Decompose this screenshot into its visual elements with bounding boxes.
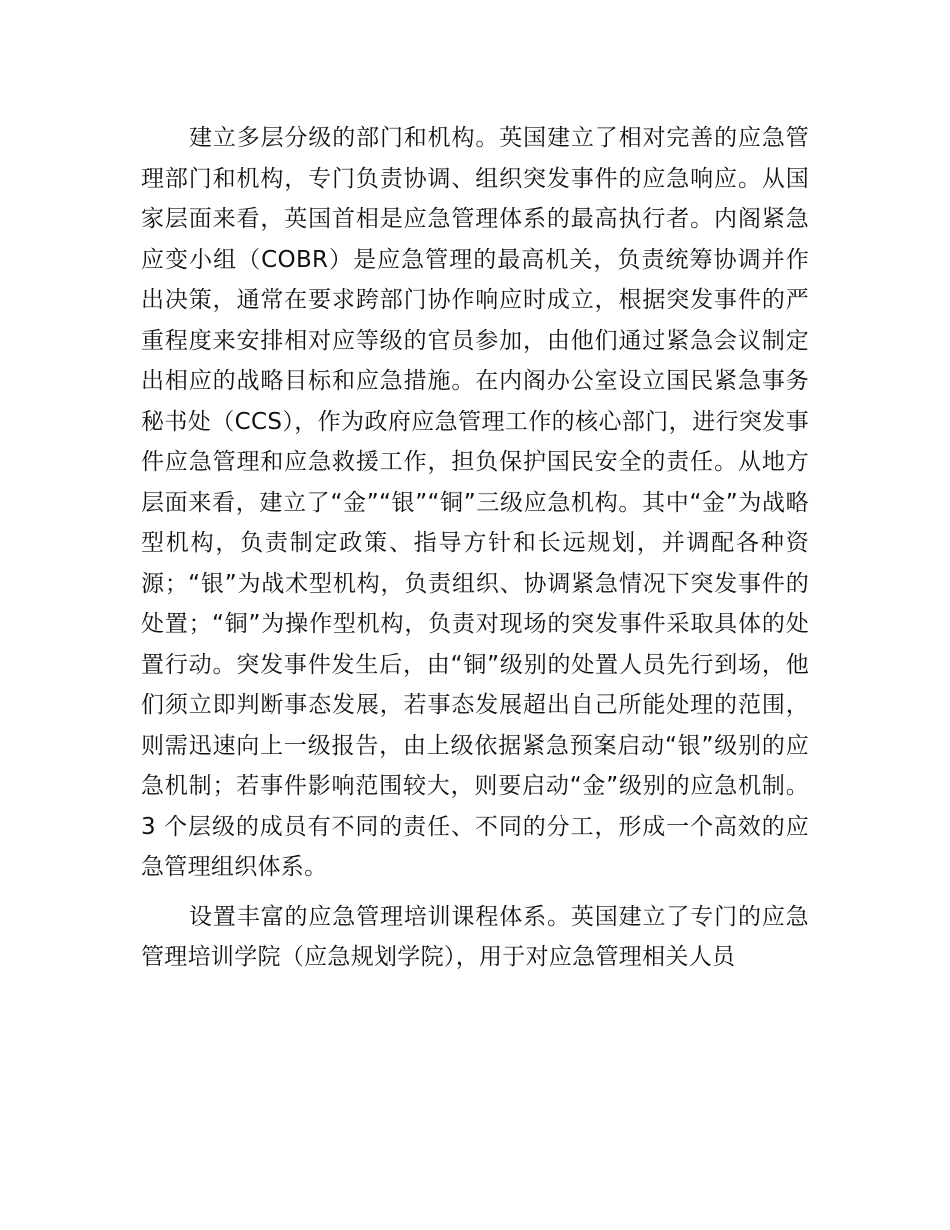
document-body	[141, 118, 809, 978]
paragraph-2: 设置丰富的应急管理培训课程体系。英国建立了专门的应急管理培训学院（应急规划学院），用于对应急管理相关人员	[141, 903, 809, 970]
paragraph-1: 建立多层分级的部门和机构。英国建立了相对完善的应急管理部门和机构，专门负责协调、组织突发事件的应急响应。从国家层面来看，英国首相是应急管理体系的最高执行者。内阁紧急应变小组（COBR）是应急管理的最高机关，负责统筹协调并作出决策，通常在要求跨部门协作响应时成立，根据突发事件的严重程度来安排相对应等级的官员参加，由他们通过紧急会议制定出相应的战略目标和应急措施。在内阁办公室设立国民紧急事务秘书处（CCS），作为政府应急管理工作的核心部门，进行突发事件应急管理和应急救援工作，担负保护国民安全的责任。从地方层面来看，建立了“金”“银”“铜”三级应急机构。其中“金”为战略型机构，负责制定政策、指导方针和长远规划，并调配各种资源；“银”为战术型机构，负责组织、协调紧急情况下突发事件的处置；“铜”为操作型机构，负责对现场的突发事件采取具体的处置行动。突发事件发生后，由“铜”级别的处置人员先行到场，他们须立即判断事态发展，若事态发展超出自己所能处理的范围，则需迅速向上一级报告，由上级依据紧急预案启动“银”级别的应急机制；若事件影响范围较大，则要启动“金”级别的应急机制。3 个层级的成员有不同的责任、不同的分工，形成一个高效的应急管理组织体系。	[141, 125, 809, 880]
